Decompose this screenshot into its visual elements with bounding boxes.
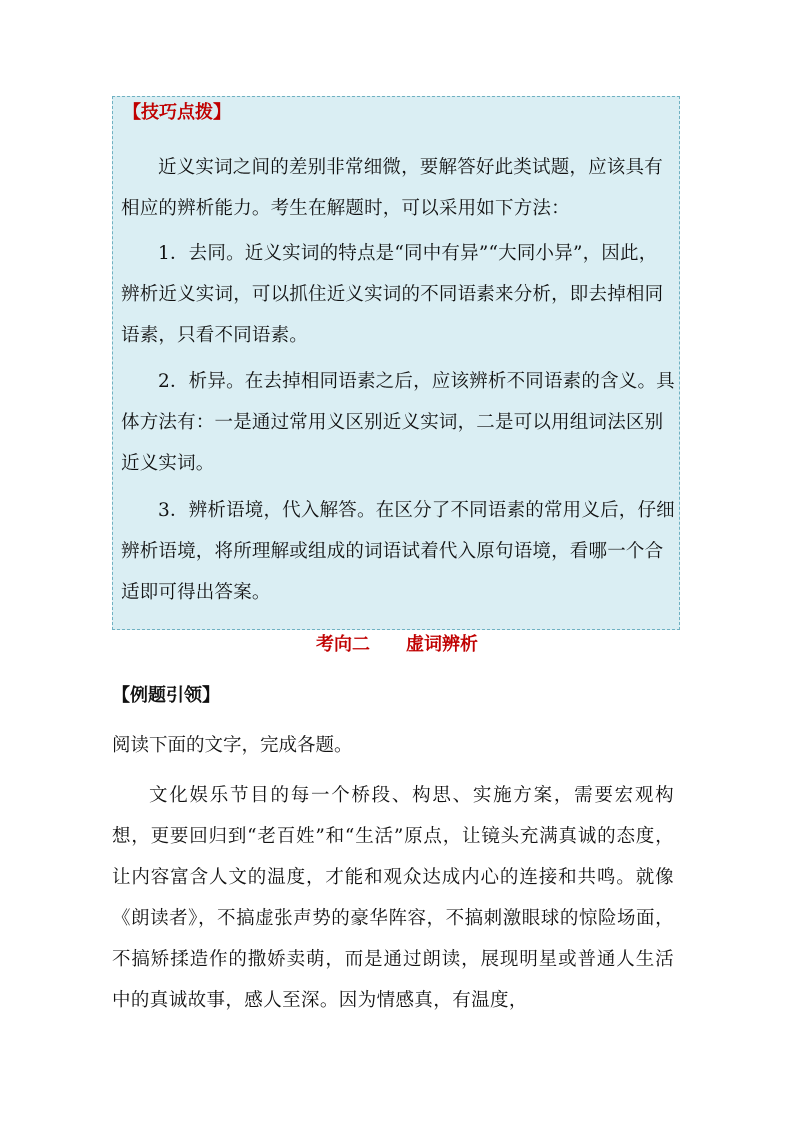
- reading-passage: 文化娱乐节目的每一个桥段、构思、实施方案，需要宏观构想，更要回归到“老百姓”和“生活”原点，让镜头充满真诚的态度，让内容富含人文的温度，才能和观众达成内心的连接和共鸣。就像《朗读者》，不搞虚张声势的豪华阵容，不搞刺激眼球的惊险场面，不搞矫揉造作的撒娇卖萌，而是通过朗读，展现明星或普通人生活中的真诚故事，感人至深。因为情感真，有温度，: [112, 785, 674, 1011]
- tip-heading: 【技巧点拨】: [123, 102, 231, 123]
- section-title: 考向二 虚词辨析: [316, 634, 478, 655]
- tip-paragraph-step-3: 3．辨析语境，代入解答。在区分了不同语素的常用义后，仔细辨析语境，将所理解或组成的词语试着代入原句语境，看哪一个合适即可得出答案。: [121, 500, 675, 603]
- tip-paragraph-step-2: 2．析异。在去掉相同语素之后，应该辨析不同语素的含义。具体方法有：一是通过常用义区别近义实词，二是可以用组词法区别近义实词。: [121, 371, 675, 474]
- reading-instruction: 阅读下面的文字，完成各题。: [112, 735, 353, 756]
- tip-paragraph-intro: 近义实词之间的差别非常细微，要解答好此类试题，应该具有相应的辨析能力。考生在解题时，可以采用如下方法：: [121, 157, 663, 219]
- example-heading: 【例题引领】: [112, 685, 220, 706]
- tip-box: [112, 96, 680, 630]
- tip-paragraph-step-1: 1．去同。近义实词的特点是“同中有异”“大同小异”，因此，辨析近义实词，可以抓住近义实词的不同语素来分析，即去掉相同语素，只看不同语素。: [121, 243, 664, 346]
